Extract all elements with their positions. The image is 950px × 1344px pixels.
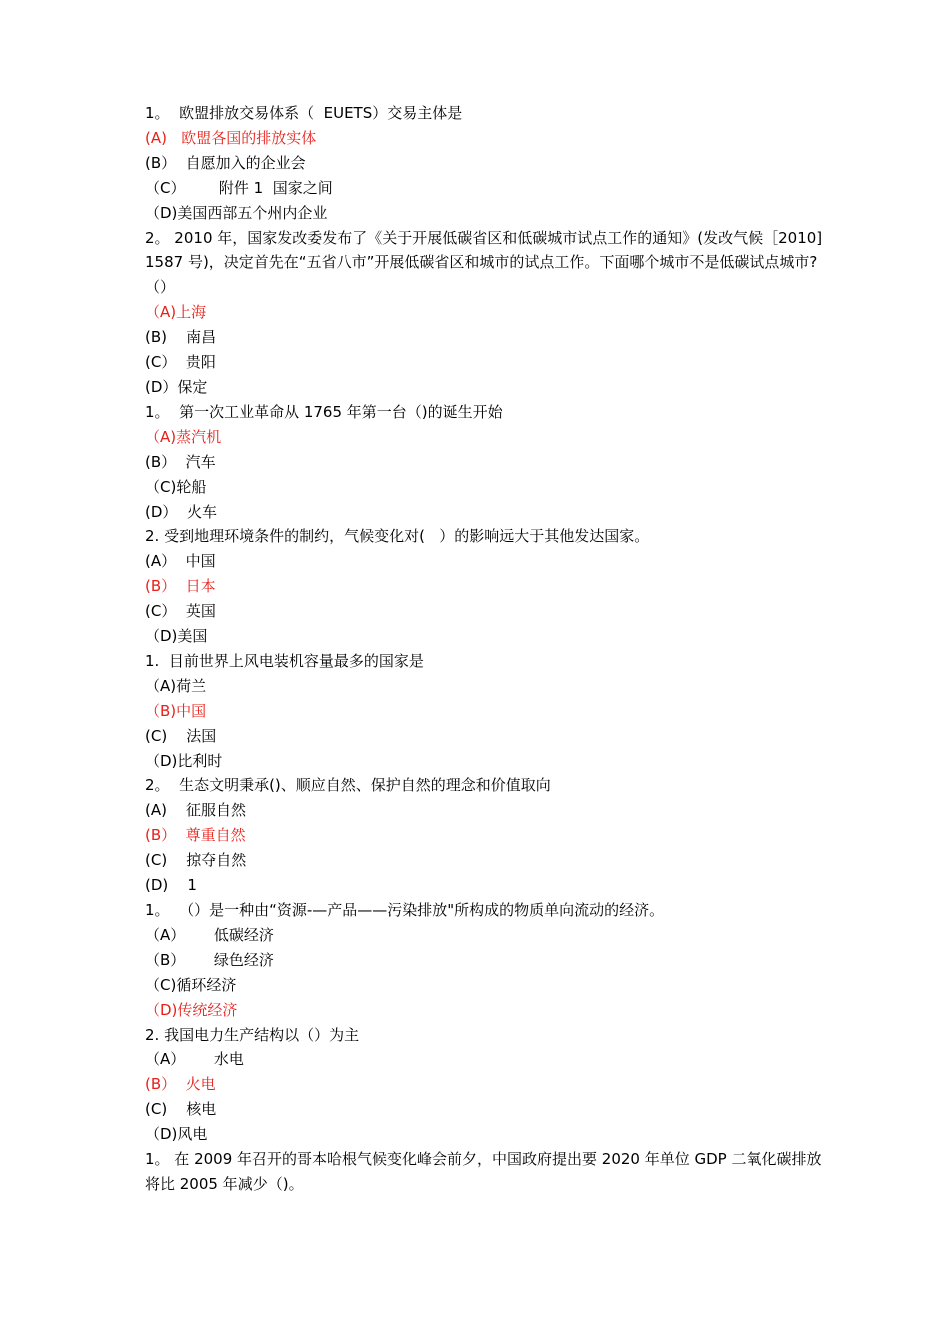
answer-option: (B) 南昌 bbox=[145, 328, 217, 347]
answer-option: （C） 附件 1 国家之间 bbox=[145, 178, 333, 197]
answer-option-correct: （A)上海 bbox=[145, 303, 207, 322]
answer-option-correct: (A) 欧盟各国的排放实体 bbox=[145, 128, 317, 147]
document-body bbox=[145, 101, 825, 1197]
question-text: 2。 2010 年，国家发改委发布了《关于开展低碳省区和低碳城市试点工作的通知》(发改气候［2010]1587 号)，决定首先在“五省八市”开展低碳省区和城市的试点工作。下面哪个城市不是低碳试点城市?（） bbox=[145, 228, 823, 297]
answer-option: (A） 中国 bbox=[145, 552, 216, 571]
answer-option-correct: （D)传统经济 bbox=[145, 1000, 238, 1019]
answer-option-correct: (B） 火电 bbox=[145, 1075, 216, 1094]
question-text: 1。 第一次工业革命从 1765 年第一台（)的诞生开始 bbox=[145, 402, 503, 421]
answer-option: （D)风电 bbox=[145, 1125, 208, 1144]
answer-option: (A) 征服自然 bbox=[145, 801, 247, 820]
answer-option: (C） 英国 bbox=[145, 602, 216, 621]
answer-option: (C) 法国 bbox=[145, 726, 217, 745]
answer-option: （B） 绿色经济 bbox=[145, 950, 274, 969]
answer-option: （C)循环经济 bbox=[145, 975, 237, 994]
question-text: 2. 受到地理环境条件的制约，气候变化对( ）的影响远大于其他发达国家。 bbox=[145, 527, 650, 546]
answer-option-correct: (B） 尊重自然 bbox=[145, 826, 246, 845]
answer-option: (C) 掠夺自然 bbox=[145, 851, 247, 870]
answer-option: (C) 核电 bbox=[145, 1100, 217, 1119]
answer-option: （D)美国 bbox=[145, 627, 208, 646]
answer-option: (B） 自愿加入的企业会 bbox=[145, 153, 306, 172]
answer-option: (D） 火车 bbox=[145, 502, 217, 521]
answer-option: （C)轮船 bbox=[145, 477, 207, 496]
question-text: 1。 欧盟排放交易体系（ EUETS）交易主体是 bbox=[145, 104, 463, 122]
answer-option: （A） 水电 bbox=[145, 1050, 244, 1069]
answer-option: （D)比利时 bbox=[145, 751, 223, 770]
answer-option-correct: （A)蒸汽机 bbox=[145, 427, 222, 446]
question-text: 1. 目前世界上风电装机容量最多的国家是 bbox=[145, 651, 424, 670]
answer-option: （A)荷兰 bbox=[145, 676, 207, 695]
answer-option: (B） 汽车 bbox=[145, 452, 216, 471]
question-text: 1。 （）是一种由“资源-—产品——污染排放"所构成的物质单向流动的经济。 bbox=[145, 901, 665, 919]
question-text: 1。 在 2009 年召开的哥本哈根气候变化峰会前夕，中国政府提出要 2020 年单位 GDP 二氧化碳排放将比 2005 年减少（)。 bbox=[145, 1150, 822, 1193]
answer-option: (C） 贵阳 bbox=[145, 353, 216, 372]
question-text: 2。 生态文明秉承()、顺应自然、保护自然的理念和价值取向 bbox=[145, 776, 551, 795]
answer-option-correct: (B） 日本 bbox=[145, 577, 216, 596]
answer-option: （D)美国西部五个州内企业 bbox=[145, 203, 328, 222]
answer-option-correct: （B)中国 bbox=[145, 701, 207, 720]
question-text: 2. 我国电力生产结构以（）为主 bbox=[145, 1025, 360, 1044]
answer-option: (D) 1 bbox=[145, 876, 197, 895]
answer-option: (D）保定 bbox=[145, 377, 208, 396]
answer-option: （A） 低碳经济 bbox=[145, 925, 274, 944]
